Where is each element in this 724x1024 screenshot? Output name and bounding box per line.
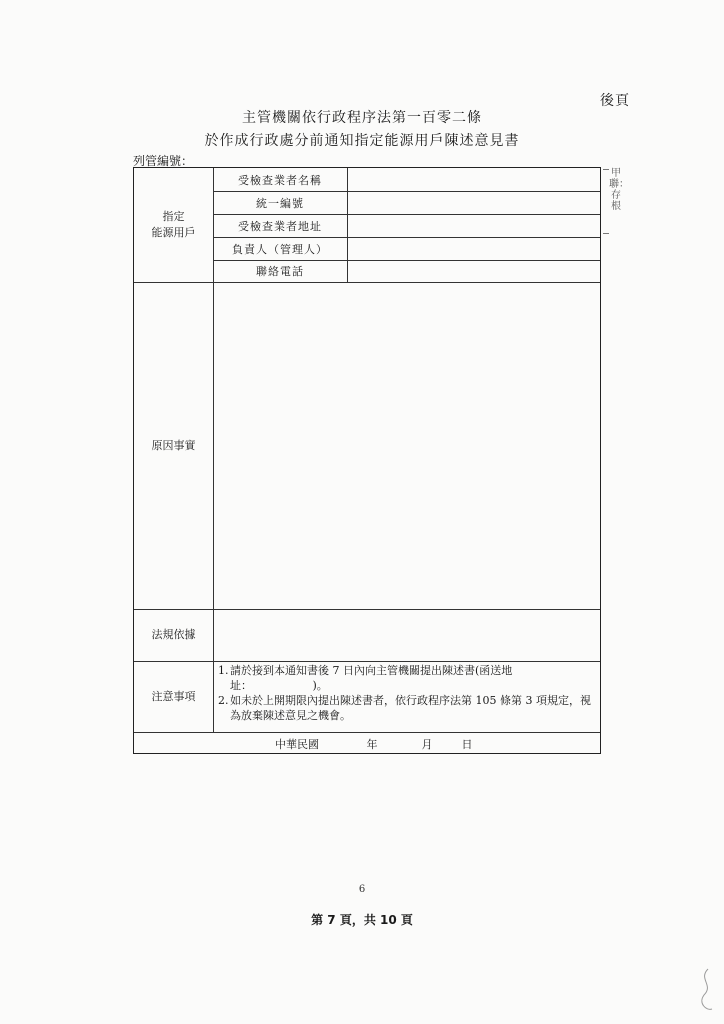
notice-form-table xyxy=(133,167,601,754)
date-era: 中華民國 xyxy=(275,737,319,751)
designated-user-label xyxy=(134,168,213,282)
responsible-person-value[interactable] xyxy=(347,237,600,260)
date-day: 日 xyxy=(461,737,473,751)
designated-user-label-line1: 指定 xyxy=(162,210,185,223)
cause-facts-value[interactable] xyxy=(213,282,600,609)
contact-phone-label: 聯絡電話 xyxy=(256,265,304,278)
section-divider xyxy=(134,732,600,733)
note-number: 2. xyxy=(218,694,229,707)
page-count: 第 7 頁，共 10 頁 xyxy=(311,913,413,927)
legal-basis-label: 法規依據 xyxy=(151,628,196,641)
date-month: 月 xyxy=(421,737,433,751)
stub-label: 甲聯：存根 xyxy=(609,168,629,212)
company-address-label: 受檢查業者地址 xyxy=(238,219,322,233)
company-address-value[interactable] xyxy=(347,214,600,237)
date-row xyxy=(134,734,600,753)
note-item xyxy=(218,663,598,693)
contact-phone-value[interactable] xyxy=(347,260,600,282)
stub-tick-bottom xyxy=(603,233,609,234)
note-text: 如未於上開期限內提出陳述書者，依行政程序法第 105 條第 3 項規定，視為放棄陳述意見之機會。 xyxy=(230,694,591,722)
corner-label: 後頁 xyxy=(600,93,630,109)
company-name-label: 受檢查業者名稱 xyxy=(238,173,322,187)
unified-number-label: 統一編號 xyxy=(256,196,304,210)
legal-basis-value[interactable] xyxy=(213,609,600,661)
company-name-value[interactable] xyxy=(347,168,600,191)
designated-user-label-line2: 能源用戶 xyxy=(151,226,196,239)
reference-number-label: 列管編號： xyxy=(133,154,194,168)
document-title-line1: 主管機關依行政程序法第一百零二條 xyxy=(242,110,482,126)
notes-list xyxy=(218,663,598,723)
unified-number-value[interactable] xyxy=(347,191,600,214)
date-year: 年 xyxy=(366,737,378,751)
notes-label: 注意事項 xyxy=(151,689,196,703)
cause-facts-label: 原因事實 xyxy=(151,438,196,452)
note-item xyxy=(218,693,598,723)
pen-mark-icon xyxy=(694,965,718,1015)
page-number: 6 xyxy=(358,884,366,895)
responsible-person-label: 負責人（管理人） xyxy=(232,242,328,256)
note-text: 請於接到本通知書後 7 日內向主管機關提出陳述書(函送地址： )。 xyxy=(230,664,513,692)
stub-tick-top xyxy=(603,169,609,170)
note-number: 1. xyxy=(218,664,229,677)
document-title-line2: 於作成行政處分前通知指定能源用戶陳述意見書 xyxy=(204,133,520,149)
